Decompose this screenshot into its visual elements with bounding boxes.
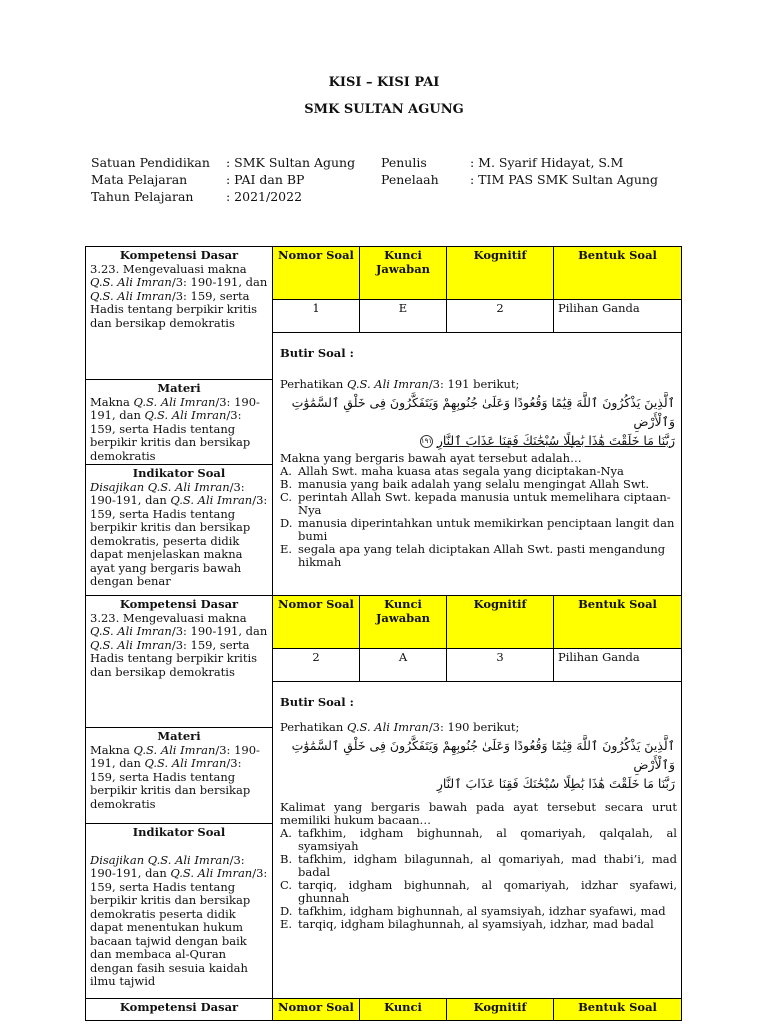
indikator-title: Indikator Soal: [132, 825, 226, 839]
question-prompt: Perhatikan Q.S. Ali Imran/3: 190 berikut;: [280, 719, 520, 734]
info-label-satuan: Satuan Pendidikan: [91, 155, 210, 170]
header-kognitif: Kognitif: [447, 247, 554, 300]
answer-options: [277, 465, 677, 569]
header-kognitif: Kognitif: [447, 596, 554, 649]
option-c: C. perintah Allah Swt. kepada manusia untuk memelihara ciptaan-Nya: [280, 489, 671, 517]
option-a: A. Allah Swt. maha kuasa atas segala yang diciptakan-Nya: [280, 463, 624, 478]
header-kunci: Kunci Jawaban: [360, 247, 447, 300]
info-value-penulis: : M. Syarif Hidayat, S.M: [470, 155, 624, 170]
arabic-verse: ٱلَّذِينَ يَذْكُرُونَ ٱللَّهَ قِيَٰمًا وَقُعُودًا وَعَلَىٰ جُنُوبِهِمْ وَيَتَفَكَّرُونَ فِى خَلْقِ ٱلسَّمَٰوَٰتِ وَٱلْأَرْضِ رَبَّنَا مَا خَلَقْتَ هَٰذَا بَٰطِلًا سُبْحَٰنَكَ فَقِنَا عَذَابَ ٱلنَّارِ ١٩١: [291, 394, 675, 448]
kd-cell-1: [86, 247, 273, 333]
info-label-tahun: Tahun Pelajaran: [91, 189, 194, 204]
header-nomor: Nomor Soal: [273, 596, 360, 649]
kd-title-3: Kompetensi Dasar: [86, 999, 273, 1021]
arabic-verse: ٱلَّذِينَ يَذْكُرُونَ ٱللَّهَ قِيَٰمًا وَقُعُودًا وَعَلَىٰ جُنُوبِهِمْ وَيَتَفَكَّرُونَ فِى خَلْقِ ٱلسَّمَٰوَٰتِ وَٱلْأَرْضِ رَبَّنَا مَا خَلَقْتَ هَٰذَا بَٰطِلًا سُبْحَٰنَكَ فَقِنَا عَذَابَ ٱلنَّارِ: [291, 737, 675, 791]
option-b: B. manusia yang baik adalah yang selalu mengingat Allah Swt.: [280, 476, 650, 491]
left-column-2: [86, 681, 273, 999]
info-label-mapel: Mata Pelajaran: [91, 172, 188, 187]
kunci-value: A: [360, 648, 447, 681]
info-label-penulis: Penulis: [381, 155, 427, 170]
butir-soal-cell-2: [273, 681, 682, 999]
left-column-1: [86, 332, 273, 596]
indikator-cell-1: [86, 464, 272, 595]
butir-label: Butir Soal :: [280, 694, 354, 709]
materi-text: Makna Q.S. Ali Imran/3: 190-191, dan Q.S. Ali Imran/3: 159, serta Hadis tentang berpikir kritis dan bersikap demokratis: [90, 742, 260, 811]
header-bentuk-3: Bentuk Soal: [554, 999, 682, 1021]
nomor-value: 1: [273, 299, 360, 332]
info-value-tahun: : 2021/2022: [226, 189, 303, 204]
info-value-penelaah: : TIM PAS SMK Sultan Agung: [470, 172, 658, 187]
materi-cell-1: [86, 379, 272, 464]
materi-text: Makna Q.S. Ali Imran/3: 190-191, dan Q.S. Ali Imran/3: 159, serta Hadis tentang berpikir kritis dan bersikap demokratis: [90, 394, 260, 463]
kisi-table: [85, 246, 682, 1021]
indikator-title: Indikator Soal: [132, 466, 226, 480]
materi-cell-2: [86, 727, 272, 823]
bentuk-value: Pilihan Ganda: [554, 648, 682, 681]
indikator-text: Disajikan Q.S. Ali Imran/3: 190-191, dan Q.S. Ali Imran/3: 159, serta Hadis tentang berpikir kritis dan bersikap demokratis peserta didik dapat menentukan hukum bacaan tajwid dengan baik dan membaca al-Quran dengan fasih sesuia kaidah ilmu tajwid: [90, 852, 268, 988]
butir-soal-cell-1: [273, 332, 682, 596]
info-value-mapel: : PAI dan BP: [226, 172, 305, 187]
kunci-value: E: [360, 299, 447, 332]
answer-options: [277, 827, 677, 931]
info-value-satuan: : SMK Sultan Agung: [226, 155, 356, 170]
ayah-number-icon: ١٩١: [420, 435, 433, 448]
indikator-cell-2: [86, 823, 272, 998]
header-kunci-3: Kunci: [360, 999, 447, 1021]
materi-title: Materi: [157, 381, 201, 395]
kd-text: 3.23. Mengevaluasi makna Q.S. Ali Imran/3: 190-191, dan Q.S. Ali Imran/3: 159, serta Hadis tentang berpikir kritis dan bersikap demokratis: [90, 610, 268, 679]
header-kunci: Kunci Jawaban: [360, 596, 447, 649]
kd-title: Kompetensi Dasar: [119, 248, 239, 262]
kd-text: 3.23. Mengevaluasi makna Q.S. Ali Imran/3: 190-191, dan Q.S. Ali Imran/3: 159, serta Hadis tentang berpikir kritis dan bersikap demokratis: [90, 261, 268, 330]
info-label-penelaah: Penelaah: [381, 172, 439, 187]
document-title: KISI – KISI PAI: [328, 75, 440, 90]
butir-label: Butir Soal :: [280, 345, 354, 360]
option-b: B. tafkhim, idgham bilagunnah, al qomariyah, mad thabi’i, mad badal: [280, 851, 677, 879]
header-nomor-3: Nomor Soal: [273, 999, 360, 1021]
option-a: A. tafkhim, idgham bighunnah, al qomariyah, qalqalah, al syamsiyah: [280, 825, 677, 853]
header-nomor: Nomor Soal: [273, 247, 360, 300]
nomor-value: 2: [273, 648, 360, 681]
kd-cell-2: [86, 596, 273, 682]
kognitif-value: 3: [447, 648, 554, 681]
bentuk-value: Pilihan Ganda: [554, 299, 682, 332]
option-d: D. manusia diperintahkan untuk memikirkan penciptaan langit dan bumi: [280, 515, 675, 543]
indikator-text: Disajikan Q.S. Ali Imran/3: 190-191, dan Q.S. Ali Imran/3: 159, serta Hadis tentang berpikir kritis dan bersikap demokratis, peserta didik dapat menjelaskan makna ayat yang bergaris bawah dengan benar: [90, 479, 268, 588]
question-prompt: Perhatikan Q.S. Ali Imran/3: 191 berikut;: [280, 376, 520, 391]
question-text: Kalimat yang bergaris bawah pada ayat tersebut secara urut memiliki hukum bacaan…: [280, 799, 677, 827]
materi-title: Materi: [157, 729, 201, 743]
header-kognitif-3: Kognitif: [447, 999, 554, 1021]
kognitif-value: 2: [447, 299, 554, 332]
school-title: SMK SULTAN AGUNG: [304, 102, 464, 117]
option-e: E. segala apa yang telah diciptakan Allah Swt. pasti mengandung hikmah: [280, 541, 666, 569]
option-d: D. tafkhim, idgham bighunnah, al syamsiyah, idzhar syafawi, mad: [280, 903, 666, 918]
question-text: Makna yang bergaris bawah ayat tersebut adalah…: [280, 450, 582, 465]
option-c: C. tarqiq, idgham bighunnah, al qomariyah, idzhar syafawi, ghunnah: [280, 877, 677, 905]
header-bentuk: Bentuk Soal: [554, 596, 682, 649]
header-bentuk: Bentuk Soal: [554, 247, 682, 300]
option-e: E. tarqiq, idgham bilaghunnah, al syamsiyah, idzhar, mad badal: [280, 916, 654, 931]
kd-title: Kompetensi Dasar: [119, 597, 239, 611]
